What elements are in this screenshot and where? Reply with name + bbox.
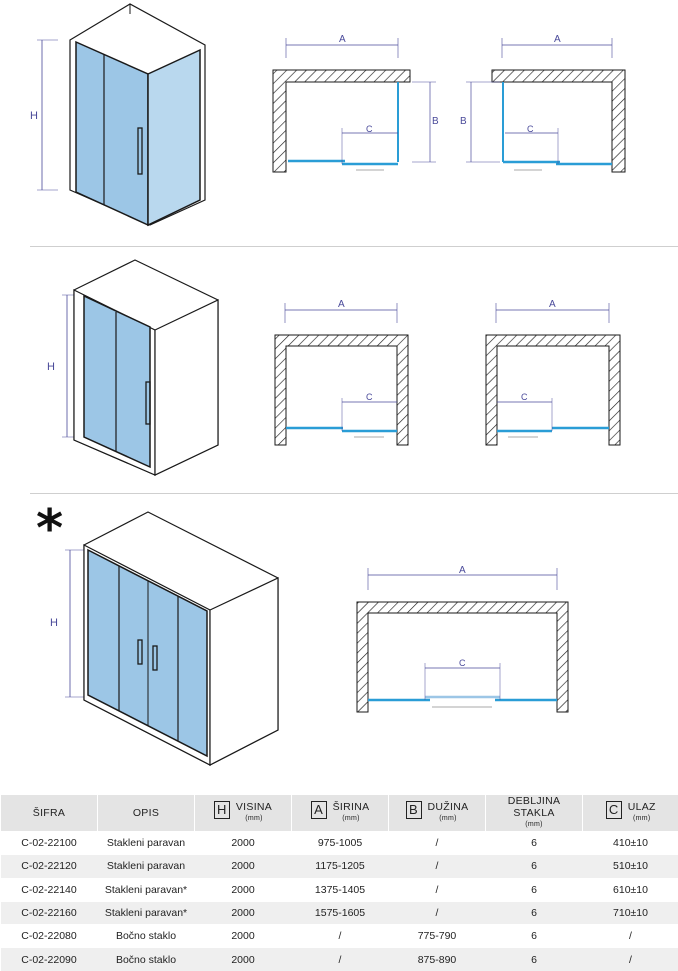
dim-label-c: C — [521, 392, 528, 402]
h-letter-box: H — [214, 801, 230, 819]
ulaz-unit: (mm) — [633, 813, 651, 825]
dim-label-a: A — [459, 565, 466, 576]
cell-debljina: 6 — [486, 878, 583, 901]
cell-sifra: C-02-22140 — [1, 878, 98, 901]
col-header-opis: OPIS — [98, 795, 195, 832]
visina-label: VISINA — [236, 801, 272, 813]
cell-ulaz: 610±10 — [583, 878, 678, 901]
cell-debljina: 6 — [486, 901, 583, 924]
dim-label-h: H — [47, 361, 55, 373]
cell-ulaz: / — [583, 948, 678, 971]
iso-corner-enclosure — [30, 4, 205, 225]
cell-visina: 2000 — [195, 925, 292, 948]
col-header-ulaz — [583, 795, 678, 832]
cell-sifra: C-02-22080 — [1, 925, 98, 948]
cell-opis: Bočno staklo — [98, 925, 195, 948]
visina-unit: (mm) — [245, 813, 263, 825]
debljina-unit: (mm) — [525, 819, 543, 831]
plan-corner-right — [273, 34, 439, 172]
iso-niche-4-panel — [50, 512, 278, 765]
cell-sirina: / — [292, 948, 389, 971]
spec-table — [0, 795, 678, 971]
table-row — [1, 832, 678, 855]
cell-ulaz: 710±10 — [583, 901, 678, 924]
cell-opis: Stakleni paravan* — [98, 901, 195, 924]
cell-debljina: 6 — [486, 855, 583, 878]
cell-sirina: / — [292, 925, 389, 948]
dim-label-c: C — [366, 124, 373, 134]
dim-label-c: C — [366, 392, 373, 402]
cell-sirina: 1175-1205 — [292, 855, 389, 878]
plan-niche-wide — [357, 565, 568, 712]
col-header-sirina — [292, 795, 389, 832]
dim-label-a: A — [554, 34, 561, 45]
cell-visina: 2000 — [195, 855, 292, 878]
dim-label-b: B — [460, 116, 467, 127]
table-row — [1, 901, 678, 924]
col-header-visina — [195, 795, 292, 832]
dim-label-a: A — [549, 299, 556, 310]
cell-visina: 2000 — [195, 901, 292, 924]
sirina-unit: (mm) — [342, 813, 360, 825]
iso-niche-2-panel — [47, 260, 218, 475]
cell-sifra: C-02-22120 — [1, 855, 98, 878]
cell-sifra: C-02-22090 — [1, 948, 98, 971]
a-letter-box: A — [311, 801, 327, 819]
b-letter-box: B — [406, 801, 422, 819]
cell-visina: 2000 — [195, 948, 292, 971]
dim-label-a: A — [338, 299, 345, 310]
plan-corner-left — [460, 34, 625, 172]
col-header-sifra: ŠIFRA — [1, 795, 98, 832]
cell-sifra: C-02-22100 — [1, 832, 98, 855]
cell-opis: Bočno staklo — [98, 948, 195, 971]
cell-opis: Stakleni paravan — [98, 832, 195, 855]
cell-sirina: 1575-1605 — [292, 901, 389, 924]
cell-duzina: 875-890 — [389, 948, 486, 971]
cell-ulaz: 410±10 — [583, 832, 678, 855]
cell-debljina: 6 — [486, 948, 583, 971]
cell-duzina: / — [389, 901, 486, 924]
table-row — [1, 948, 678, 971]
dim-label-c: C — [527, 124, 534, 134]
cell-debljina: 6 — [486, 925, 583, 948]
cell-debljina: 6 — [486, 832, 583, 855]
cell-duzina: / — [389, 878, 486, 901]
cell-sirina: 975-1005 — [292, 832, 389, 855]
cell-visina: 2000 — [195, 878, 292, 901]
cell-sifra: C-02-22160 — [1, 901, 98, 924]
cell-ulaz: 510±10 — [583, 855, 678, 878]
debljina-label: DEBLJINA STAKLA — [486, 795, 582, 819]
col-header-duzina — [389, 795, 486, 832]
dim-label-c: C — [459, 658, 466, 668]
section-divider — [30, 493, 678, 494]
col-header-debljina — [486, 795, 583, 832]
dim-label-h: H — [50, 617, 58, 629]
cell-opis: Stakleni paravan — [98, 855, 195, 878]
cell-duzina: / — [389, 855, 486, 878]
cell-ulaz: / — [583, 925, 678, 948]
ulaz-label: ULAZ — [628, 801, 656, 813]
cell-duzina: / — [389, 832, 486, 855]
sirina-label: ŠIRINA — [333, 801, 370, 813]
duzina-unit: (mm) — [439, 813, 457, 825]
table-row — [1, 855, 678, 878]
table-row — [1, 925, 678, 948]
plan-niche-right — [275, 299, 408, 445]
asterisk-note-marker: * — [36, 503, 63, 555]
duzina-label: DUŽINA — [428, 801, 469, 813]
section-divider — [30, 246, 678, 247]
dim-label-b: B — [432, 116, 439, 127]
cell-duzina: 775-790 — [389, 925, 486, 948]
c-letter-box: C — [606, 801, 622, 819]
table-row — [1, 878, 678, 901]
table-header-row — [1, 795, 678, 832]
cell-sirina: 1375-1405 — [292, 878, 389, 901]
dim-label-h: H — [30, 110, 38, 122]
dim-label-a: A — [339, 34, 346, 45]
cell-visina: 2000 — [195, 832, 292, 855]
plan-niche-left — [486, 299, 620, 445]
cell-opis: Stakleni paravan* — [98, 878, 195, 901]
